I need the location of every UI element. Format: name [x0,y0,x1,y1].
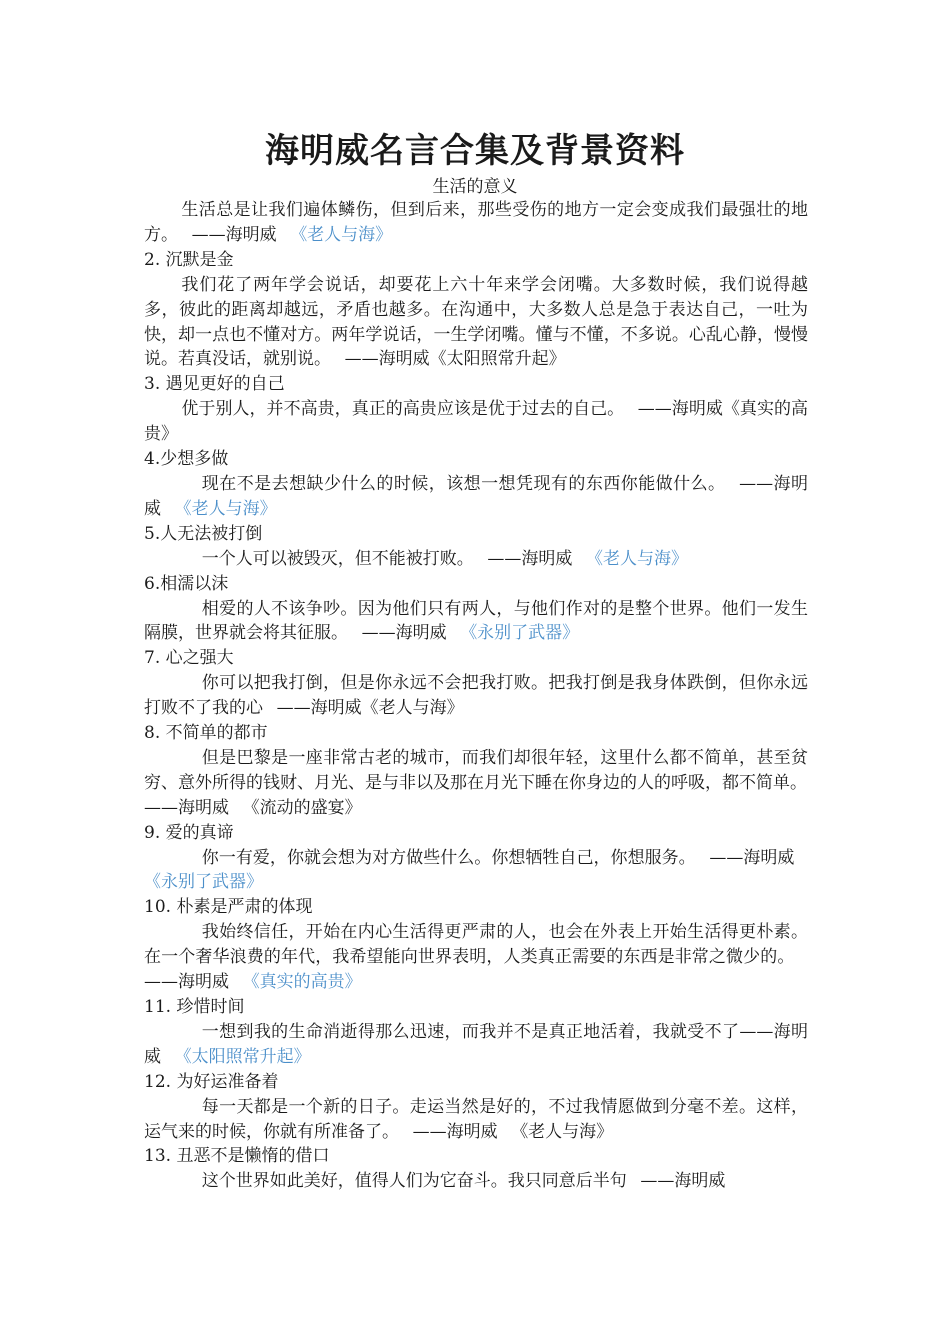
quote-author: ——海明威 [344,349,430,370]
book-title: 《老人与海》 [585,548,688,569]
document-title: 海明威名言合集及背景资料 [265,131,685,171]
quote-heading: 4.少想多做 [144,449,229,470]
quote-text: 但是巴黎是一座非常古老的城市，而我们却很年轻，这里什么都不简单，甚至贫穷、意外所得的钱财、月光、是与非以及那在月光下睡在你身边的人的呼吸，都不简单。——海明威 《流动的盛宴》 [144,747,808,818]
book-title: 《老人与海》 [174,498,277,519]
quote-heading: 11. 珍惜时间 [144,997,245,1017]
quote-text: 这个世界如此美好，值得人们为它奋斗。我只同意后半句 ——海明威 [201,1171,726,1192]
quote-text: 你一有爱，你就会想为对方做些什么。你想牺牲自己，你想服务。 ——海明威《永别了武器》 [144,847,795,893]
quote-heading: 5.人无法被打倒 [144,523,263,544]
quote-text: 现在不是去想缺少什么的时候，该想一想凭现有的东西你能做什么。 ——海明威 《老人与海》 [144,473,809,519]
quote-author: ——海明威 [144,1021,809,1067]
quote-heading: 8. 不简单的都市 [144,723,268,744]
quote-author: ——海明威 [412,1121,498,1142]
quote-author: ——海明威 [709,847,795,868]
book-title: 《真实的高贵》 [144,399,809,445]
quote-author: ——海明威 [361,623,447,644]
quote-author: ——海明威 [637,399,723,420]
book-title: 《老人与海》 [290,224,393,245]
quote-heading: 12. 为好运准备着 [144,1071,279,1092]
quote-list [144,198,808,1194]
book-title: 《太阳照常升起》 [174,1046,311,1067]
quote-heading: 6.相濡以沫 [144,573,229,594]
book-title: 《流动的盛宴》 [242,797,362,818]
quote-heading: 2. 沉默是金 [144,249,234,270]
quote-heading: 13. 丑恶不是懒惰的借口 [144,1146,330,1167]
quote-heading: 7. 心之强大 [144,648,234,669]
quote-author: ——海明威 [276,698,362,719]
quote-text: 一个人可以被毁灭，但不能被打败。 ——海明威 《老人与海》 [201,548,688,569]
quote-text: 我始终信任，开始在内心生活得更严肃的人，也会在外表上开始生活得更朴素。在一个奢华浪费的年代，我希望能向世界表明，人类真正需要的东西是非常之微少的。——海明威 《真实的高贵》 [144,922,808,993]
book-title: 《老人与海》 [361,698,464,719]
quote-author: ——海明威 [144,797,229,818]
quote-author: ——海明威 [191,224,277,245]
quote-text: 优于别人，并不高贵，真正的高贵应该是优于过去的自己。 ——海明威《真实的高贵》 [144,399,809,445]
book-title: 《老人与海》 [511,1121,614,1142]
quote-text: 相爱的人不该争吵。因为他们只有两人，与他们作对的是整个世界。他们一发生隔膜，世界就会将其征服。 ——海明威 《永别了武器》 [144,598,808,644]
quote-text: 每一天都是一个新的日子。走运当然是好的，不过我情愿做到分毫不差。这样，运气来的时候，你就有所准备了。 ——海明威 《老人与海》 [144,1096,808,1142]
quote-heading: 10. 朴素是严肃的体现 [144,897,313,918]
quote-author: ——海明威 [487,548,573,569]
quote-author: ——海明威 [144,473,809,519]
quote-text: 生活总是让我们遍体鳞伤，但到后来，那些受伤的地方一定会变成我们最强壮的地方。 ——海明威 《老人与海》 [144,200,808,245]
quote-heading: 3. 遇见更好的自己 [144,374,285,395]
book-title: 《真实的高贵》 [242,972,362,993]
quote-author: ——海明威 [144,972,229,993]
section-subtitle: 生活的意义 [432,177,518,197]
quote-author: ——海明威 [640,1171,726,1192]
quote-text: 一想到我的生命消逝得那么迅速，而我并不是真正地活着，我就受不了——海明威 《太阳照常升起》 [144,1021,809,1067]
book-title: 《永别了武器》 [460,623,580,644]
quote-text: 你可以把我打倒，但是你永远不会把我打败。把我打倒是我身体跌倒，但你永远打败不了我的心 ——海明威《老人与海》 [144,673,808,719]
book-title: 《太阳照常升起》 [429,349,566,370]
quote-heading: 9. 爱的真谛 [144,822,234,843]
book-title: 《永别了武器》 [144,872,263,893]
quote-text: 我们花了两年学会说话，却要花上六十年来学会闭嘴。大多数时候，我们说得越多，彼此的距离却越远，矛盾也越多。在沟通中，大多数人总是急于表达自己，一吐为快，却一点也不懂对方。两年学说话，一生学闭嘴。懂与不懂，不多说。心乱心静，慢慢说。若真没话，就别说。 ——海明威《太阳照常升起》 [144,274,808,370]
